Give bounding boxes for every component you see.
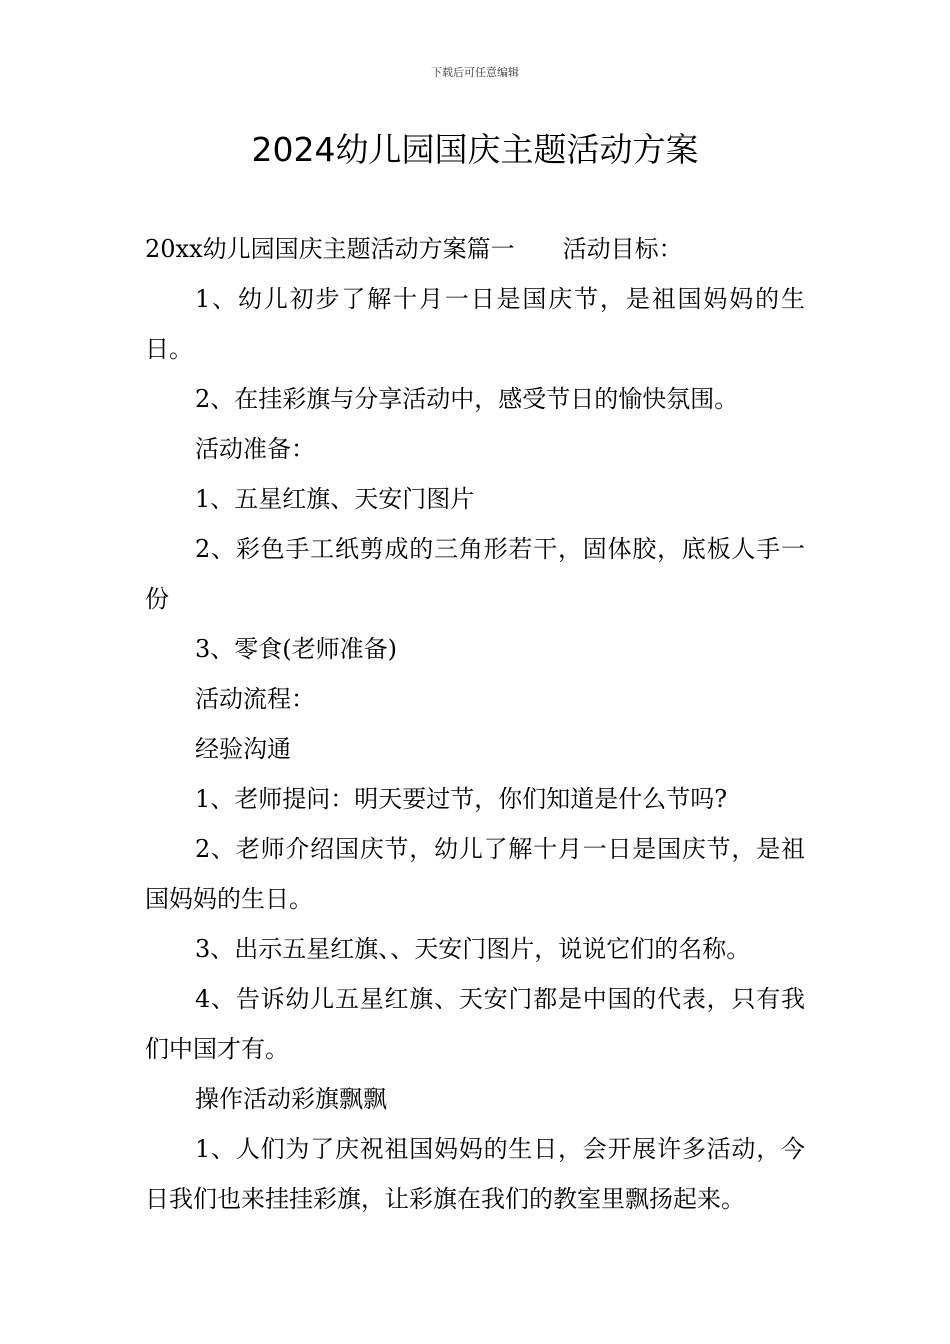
header-note: 下载后可任意编辑 xyxy=(431,66,519,79)
document-title: 2024幼儿园国庆主题活动方案 xyxy=(251,130,699,169)
paragraph: 1、人们为了庆祝祖国妈妈的生日，会开展许多活动，今日我们也来挂挂彩旗，让彩旗在我们的教室里飘扬起来。 xyxy=(145,1135,805,1213)
paragraph: 1、老师提问：明天要过节，你们知道是什么节吗? xyxy=(195,785,728,813)
paragraph: 1、幼儿初步了解十月一日是国庆节，是祖国妈妈的生日。 xyxy=(145,285,805,363)
subsection-heading: 操作活动彩旗飘飘 xyxy=(195,1085,387,1113)
paragraph: 3、出示五星红旗、、天安门图片，说说它们的名称。 xyxy=(195,935,751,963)
section-heading: 活动准备： xyxy=(195,435,315,463)
paragraph: 2、彩色手工纸剪成的三角形若干，固体胶，底板人手一份 xyxy=(145,535,805,613)
paragraph: 3、零食(老师准备) xyxy=(195,635,397,663)
paragraph: 2、老师介绍国庆节，幼儿了解十月一日是国庆节，是祖国妈妈的生日。 xyxy=(145,835,805,913)
section-heading: 20xx幼儿园国庆主题活动方案篇一 xyxy=(145,235,515,263)
intro-line xyxy=(145,224,805,274)
subsection-heading: 经验沟通 xyxy=(195,735,291,763)
paragraph: 2、在挂彩旗与分享活动中，感受节日的愉快氛围。 xyxy=(195,385,739,413)
objectives-heading: 活动目标： xyxy=(562,235,683,263)
paragraph: 1、五星红旗、天安门图片 xyxy=(195,485,475,513)
section-heading: 活动流程： xyxy=(195,685,315,713)
document-body xyxy=(145,224,805,1224)
paragraph: 4、告诉幼儿五星红旗、天安门都是中国的代表，只有我们中国才有。 xyxy=(145,985,805,1063)
